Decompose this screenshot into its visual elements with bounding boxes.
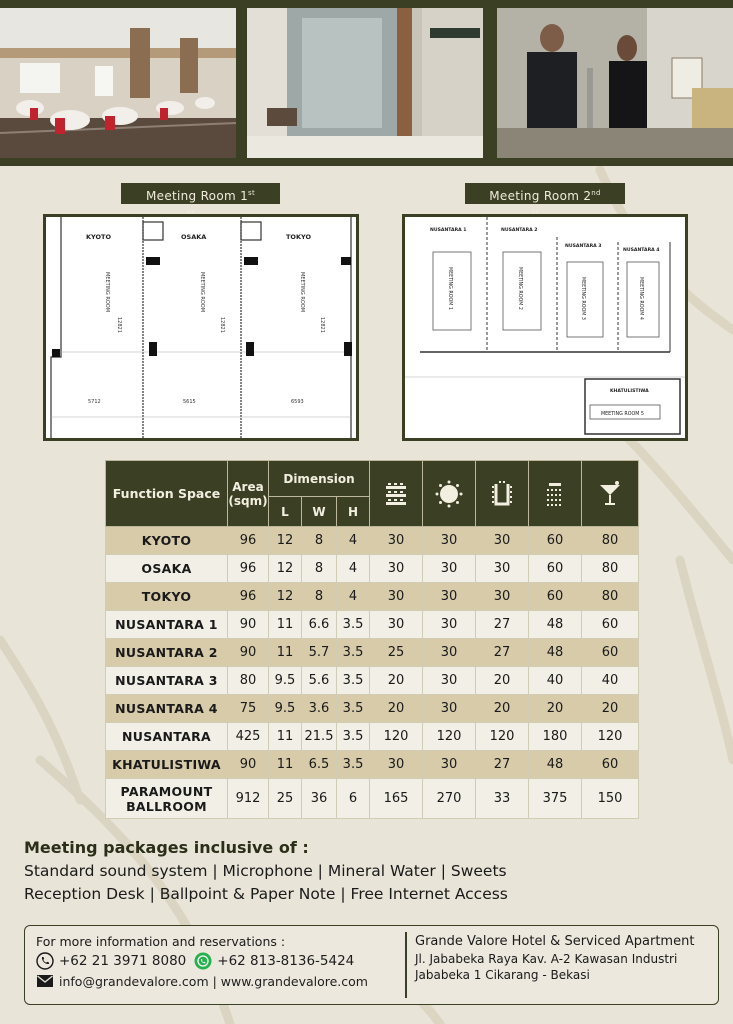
ballroom-photo bbox=[0, 8, 236, 158]
table-row: NUSANTARA 1 90 11 6.6 3.5 30 30 27 48 60 bbox=[106, 611, 639, 639]
svg-text:MEETING ROOM 5: MEETING ROOM 5 bbox=[601, 412, 644, 417]
classroom-layout-icon bbox=[370, 461, 423, 527]
contact-box bbox=[24, 925, 719, 1005]
svg-text:MEETING ROOM: MEETING ROOM bbox=[299, 272, 305, 313]
packages-line-2: Reception Desk | Ballpoint & Paper Note | Free Internet Access bbox=[24, 885, 508, 903]
email-icon bbox=[36, 972, 54, 990]
svg-text:KHATULISTIWA: KHATULISTIWA bbox=[610, 389, 649, 394]
svg-text:MEETING ROOM 4: MEETING ROOM 4 bbox=[638, 277, 643, 320]
svg-text:12821: 12821 bbox=[116, 317, 122, 333]
svg-text:5712: 5712 bbox=[88, 399, 101, 405]
header-dimension: Dimension bbox=[269, 461, 370, 497]
table-row: NUSANTARA 4 75 9.5 3.6 3.5 20 30 20 20 20 bbox=[106, 695, 639, 723]
svg-text:5615: 5615 bbox=[183, 399, 196, 405]
svg-text:MEETING ROOM 2: MEETING ROOM 2 bbox=[517, 267, 522, 310]
hotel-address-line-2: Jababeka 1 Cikarang - Bekasi bbox=[415, 968, 590, 982]
table-row: PARAMOUNT BALLROOM 912 25 36 6 165 270 33 375 150 bbox=[106, 779, 639, 819]
cocktail-layout-icon bbox=[582, 461, 639, 527]
phone-number[interactable]: +62 21 3971 8080 bbox=[59, 953, 187, 969]
photo-strip bbox=[0, 0, 733, 166]
meeting-packages bbox=[24, 838, 714, 906]
floor-2-label: Meeting Room 2nd bbox=[465, 183, 625, 204]
whatsapp-icon bbox=[194, 952, 212, 970]
packages-line-1: Standard sound system | Microphone | Mineral Water | Sweets bbox=[24, 862, 507, 880]
svg-text:MEETING ROOM 1: MEETING ROOM 1 bbox=[447, 267, 452, 310]
table-row: NUSANTARA 3 80 9.5 5.6 3.5 20 30 20 40 40 bbox=[106, 667, 639, 695]
svg-text:6593: 6593 bbox=[291, 399, 304, 405]
floor-2-plan bbox=[402, 214, 688, 441]
svg-text:MEETING ROOM: MEETING ROOM bbox=[199, 272, 205, 313]
table-row: OSAKA 96 12 8 4 30 30 30 60 80 bbox=[106, 555, 639, 583]
hotel-address-line-1: Jl. Jababeka Raya Kav. A-2 Kawasan Industri bbox=[415, 952, 678, 966]
floor-1-label: Meeting Room 1st bbox=[121, 183, 280, 204]
svg-text:12821: 12821 bbox=[319, 317, 325, 333]
header-area: Area (sqm) bbox=[228, 461, 269, 527]
header-length: L bbox=[269, 497, 302, 527]
table-row: TOKYO 96 12 8 4 30 30 30 60 80 bbox=[106, 583, 639, 611]
function-space-table bbox=[105, 460, 638, 819]
theatre-layout-icon bbox=[529, 461, 582, 527]
svg-text:MEETING ROOM: MEETING ROOM bbox=[104, 272, 110, 313]
header-height: H bbox=[337, 497, 370, 527]
table-row: NUSANTARA 2 90 11 5.7 3.5 25 30 27 48 60 bbox=[106, 639, 639, 667]
svg-text:NUSANTARA 1: NUSANTARA 1 bbox=[430, 228, 467, 233]
packages-title: Meeting packages inclusive of : bbox=[24, 838, 309, 857]
reception-staff-photo bbox=[497, 8, 733, 158]
header-function-space: Function Space bbox=[106, 461, 228, 527]
round-table-layout-icon bbox=[423, 461, 476, 527]
phone-icon bbox=[36, 952, 54, 970]
svg-text:12821: 12821 bbox=[219, 317, 225, 333]
whatsapp-number[interactable]: +62 813-8136-5424 bbox=[217, 953, 355, 969]
u-shape-layout-icon bbox=[476, 461, 529, 527]
floor-1-plan bbox=[43, 214, 359, 441]
table-row: NUSANTARA 425 11 21.5 3.5 120 120 120 180 120 bbox=[106, 723, 639, 751]
svg-text:NUSANTARA 2: NUSANTARA 2 bbox=[501, 228, 538, 233]
table-row: KYOTO 96 12 8 4 30 30 30 60 80 bbox=[106, 527, 639, 555]
plan-room-osaka: OSAKA bbox=[181, 233, 207, 241]
header-width: W bbox=[302, 497, 337, 527]
plan-room-tokyo: TOKYO bbox=[286, 233, 311, 241]
lobby-photo bbox=[247, 8, 483, 158]
contact-info-label: For more information and reservations : bbox=[36, 934, 286, 949]
svg-text:NUSANTARA 4: NUSANTARA 4 bbox=[623, 248, 660, 253]
table-row: KHATULISTIWA 90 11 6.5 3.5 30 30 27 48 60 bbox=[106, 751, 639, 779]
hotel-name: Grande Valore Hotel & Serviced Apartment bbox=[415, 934, 695, 949]
email-website[interactable]: info@grandevalore.com | www.grandevalore.com bbox=[59, 973, 368, 989]
plan-room-kyoto: KYOTO bbox=[86, 233, 111, 241]
contact-divider bbox=[405, 932, 407, 998]
svg-text:MEETING ROOM 3: MEETING ROOM 3 bbox=[580, 277, 585, 320]
svg-text:NUSANTARA 3: NUSANTARA 3 bbox=[565, 244, 602, 249]
